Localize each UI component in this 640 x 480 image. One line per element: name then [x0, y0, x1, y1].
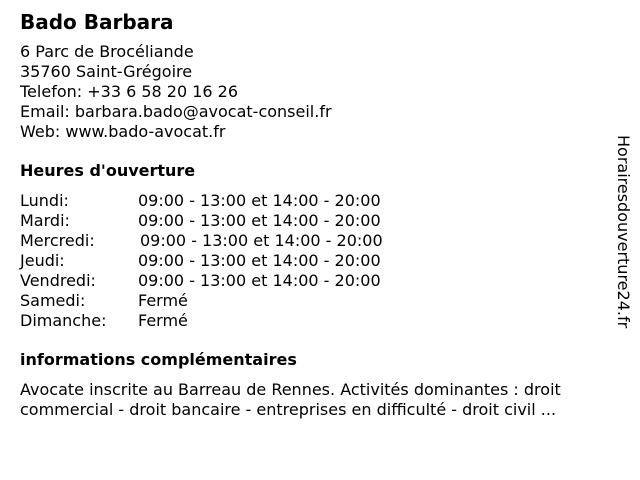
hours-time: Fermé [138, 311, 188, 330]
hours-row-wednesday [20, 231, 610, 251]
business-name: Bado Barbara [20, 10, 174, 34]
hours-time: 09:00 - 13:00 et 14:00 - 20:00 [140, 231, 383, 250]
hours-time: 09:00 - 13:00 et 14:00 - 20:00 [138, 211, 381, 230]
hours-row-thursday [20, 251, 610, 271]
web-line[interactable]: Web: www.bado-avocat.fr [20, 122, 226, 141]
address-line-1: 6 Parc de Brocéliande [20, 42, 194, 61]
hours-row-tuesday [20, 211, 610, 231]
email-line[interactable]: Email: barbara.bado@avocat-conseil.fr [20, 102, 332, 121]
hours-time: 09:00 - 13:00 et 14:00 - 20:00 [138, 251, 381, 270]
info-title: informations complémentaires [20, 350, 297, 369]
phone-line[interactable]: Telefon: +33 6 58 20 16 26 [20, 82, 239, 101]
hours-row-saturday [20, 291, 610, 311]
hours-day: Mardi: [20, 211, 70, 230]
hours-time: 09:00 - 13:00 et 14:00 - 20:00 [138, 271, 381, 290]
hours-day: Dimanche: [20, 311, 107, 330]
business-card [20, 10, 610, 420]
hours-table [20, 191, 610, 331]
hours-row-friday [20, 271, 610, 291]
hours-day: Mercredi: [20, 231, 95, 250]
hours-day: Jeudi: [20, 251, 65, 270]
info-text: Avocate inscrite au Barreau de Rennes. Activités dominantes : droit commercial - droit bancaire - entreprises en difficulté - droit civil ... [20, 380, 561, 419]
hours-time: Fermé [138, 291, 188, 310]
hours-time: 09:00 - 13:00 et 14:00 - 20:00 [138, 191, 381, 210]
hours-day: Lundi: [20, 191, 69, 210]
hours-row-monday [20, 191, 610, 211]
hours-title: Heures d'ouverture [20, 161, 196, 180]
hours-day: Vendredi: [20, 271, 96, 290]
hours-day: Samedi: [20, 291, 86, 310]
address-line-2: 35760 Saint-Grégoire [20, 62, 193, 81]
side-brand-label: Horairesdouverture24.fr [614, 135, 633, 329]
hours-row-sunday [20, 311, 610, 331]
